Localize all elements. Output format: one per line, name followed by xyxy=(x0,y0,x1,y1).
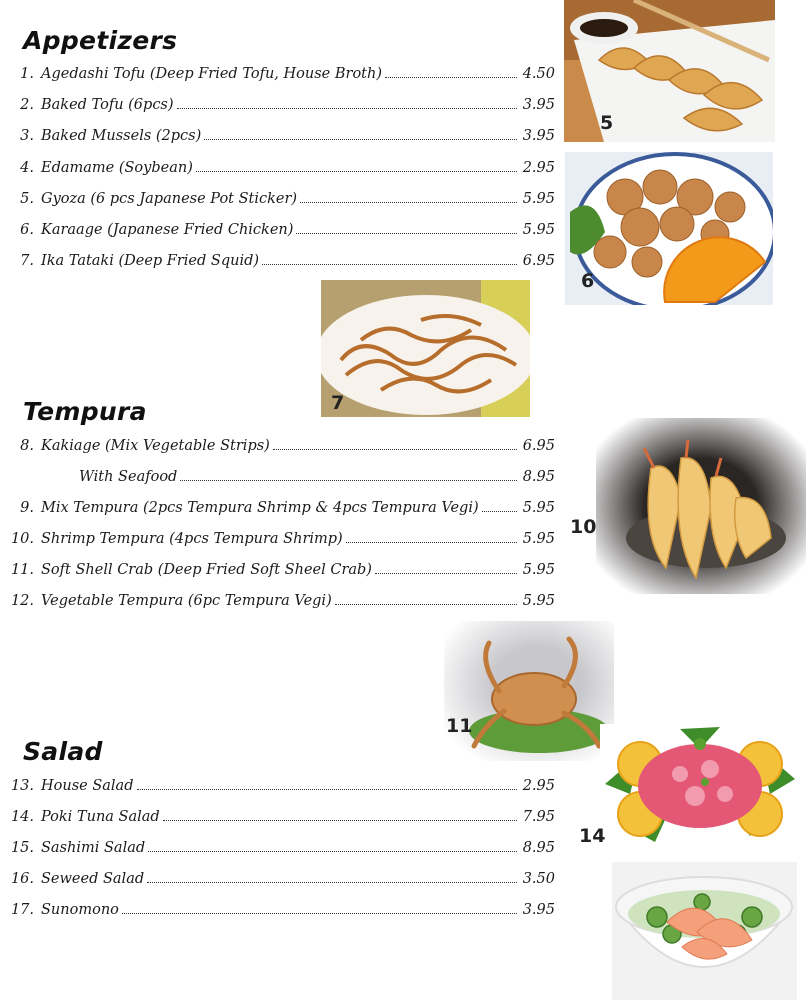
menu-item: 12. Vegetable Tempura (6pc Tempura Vegi) 5.95 xyxy=(10,593,555,609)
menu-item: 2. Baked Tofu (6pcs) 3.95 xyxy=(20,97,555,113)
tuna-salad-photo xyxy=(600,724,800,842)
menu-item: 13. House Salad 2.95 xyxy=(10,778,555,794)
soft-shell-crab-photo xyxy=(444,621,614,761)
menu-item: 14. Poki Tuna Salad 7.95 xyxy=(10,809,555,825)
menu-item: 9. Mix Tempura (2pcs Tempura Shrimp & 4pcs Tempura Vegi) 5.95 xyxy=(20,500,555,516)
fried-squid-photo xyxy=(321,280,530,417)
menu-item: 6. Karaage (Japanese Fried Chicken) 5.95 xyxy=(20,222,555,238)
appetizers-heading: Appetizers xyxy=(23,26,178,55)
menu-item: 11. Soft Shell Crab (Deep Fried Soft Sheel Crab) 5.95 xyxy=(10,562,555,578)
menu-item: 17. Sunomono 3.95 xyxy=(10,902,555,918)
photo-number-label: 14 xyxy=(579,825,606,847)
menu-item: 1. Agedashi Tofu (Deep Fried Tofu, House Broth) 4.50 xyxy=(20,66,555,82)
photo-number-label: 7 xyxy=(331,392,345,414)
photo-number-label: 5 xyxy=(600,112,614,134)
menu-item: With Seafood 8.95 xyxy=(79,469,555,485)
salad-heading: Salad xyxy=(23,737,103,766)
menu-item: 5. Gyoza (6 pcs Japanese Pot Sticker) 5.95 xyxy=(20,191,555,207)
menu-item: 7. Ika Tataki (Deep Fried Squid) 6.95 xyxy=(20,253,555,269)
photo-number-label: 6 xyxy=(581,270,595,292)
gyoza-photo xyxy=(564,0,775,142)
sunomono-photo xyxy=(612,862,797,1000)
menu-item: 4. Edamame (Soybean) 2.95 xyxy=(20,160,555,176)
tempura-heading: Tempura xyxy=(23,397,147,426)
menu-item: 10. Shrimp Tempura (4pcs Tempura Shrimp) 5.95 xyxy=(10,531,555,547)
menu-item: 16. Seweed Salad 3.50 xyxy=(10,871,555,887)
menu-item: 3. Baked Mussels (2pcs) 3.95 xyxy=(20,128,555,144)
menu-item: 15. Sashimi Salad 8.95 xyxy=(10,840,555,856)
shrimp-tempura-photo xyxy=(596,418,806,594)
photo-number-label: 10 xyxy=(570,516,597,538)
photo-number-label: 11 xyxy=(446,715,473,737)
fried-chicken-photo xyxy=(565,152,773,305)
menu-item: 8. Kakiage (Mix Vegetable Strips) 6.95 xyxy=(20,438,555,454)
